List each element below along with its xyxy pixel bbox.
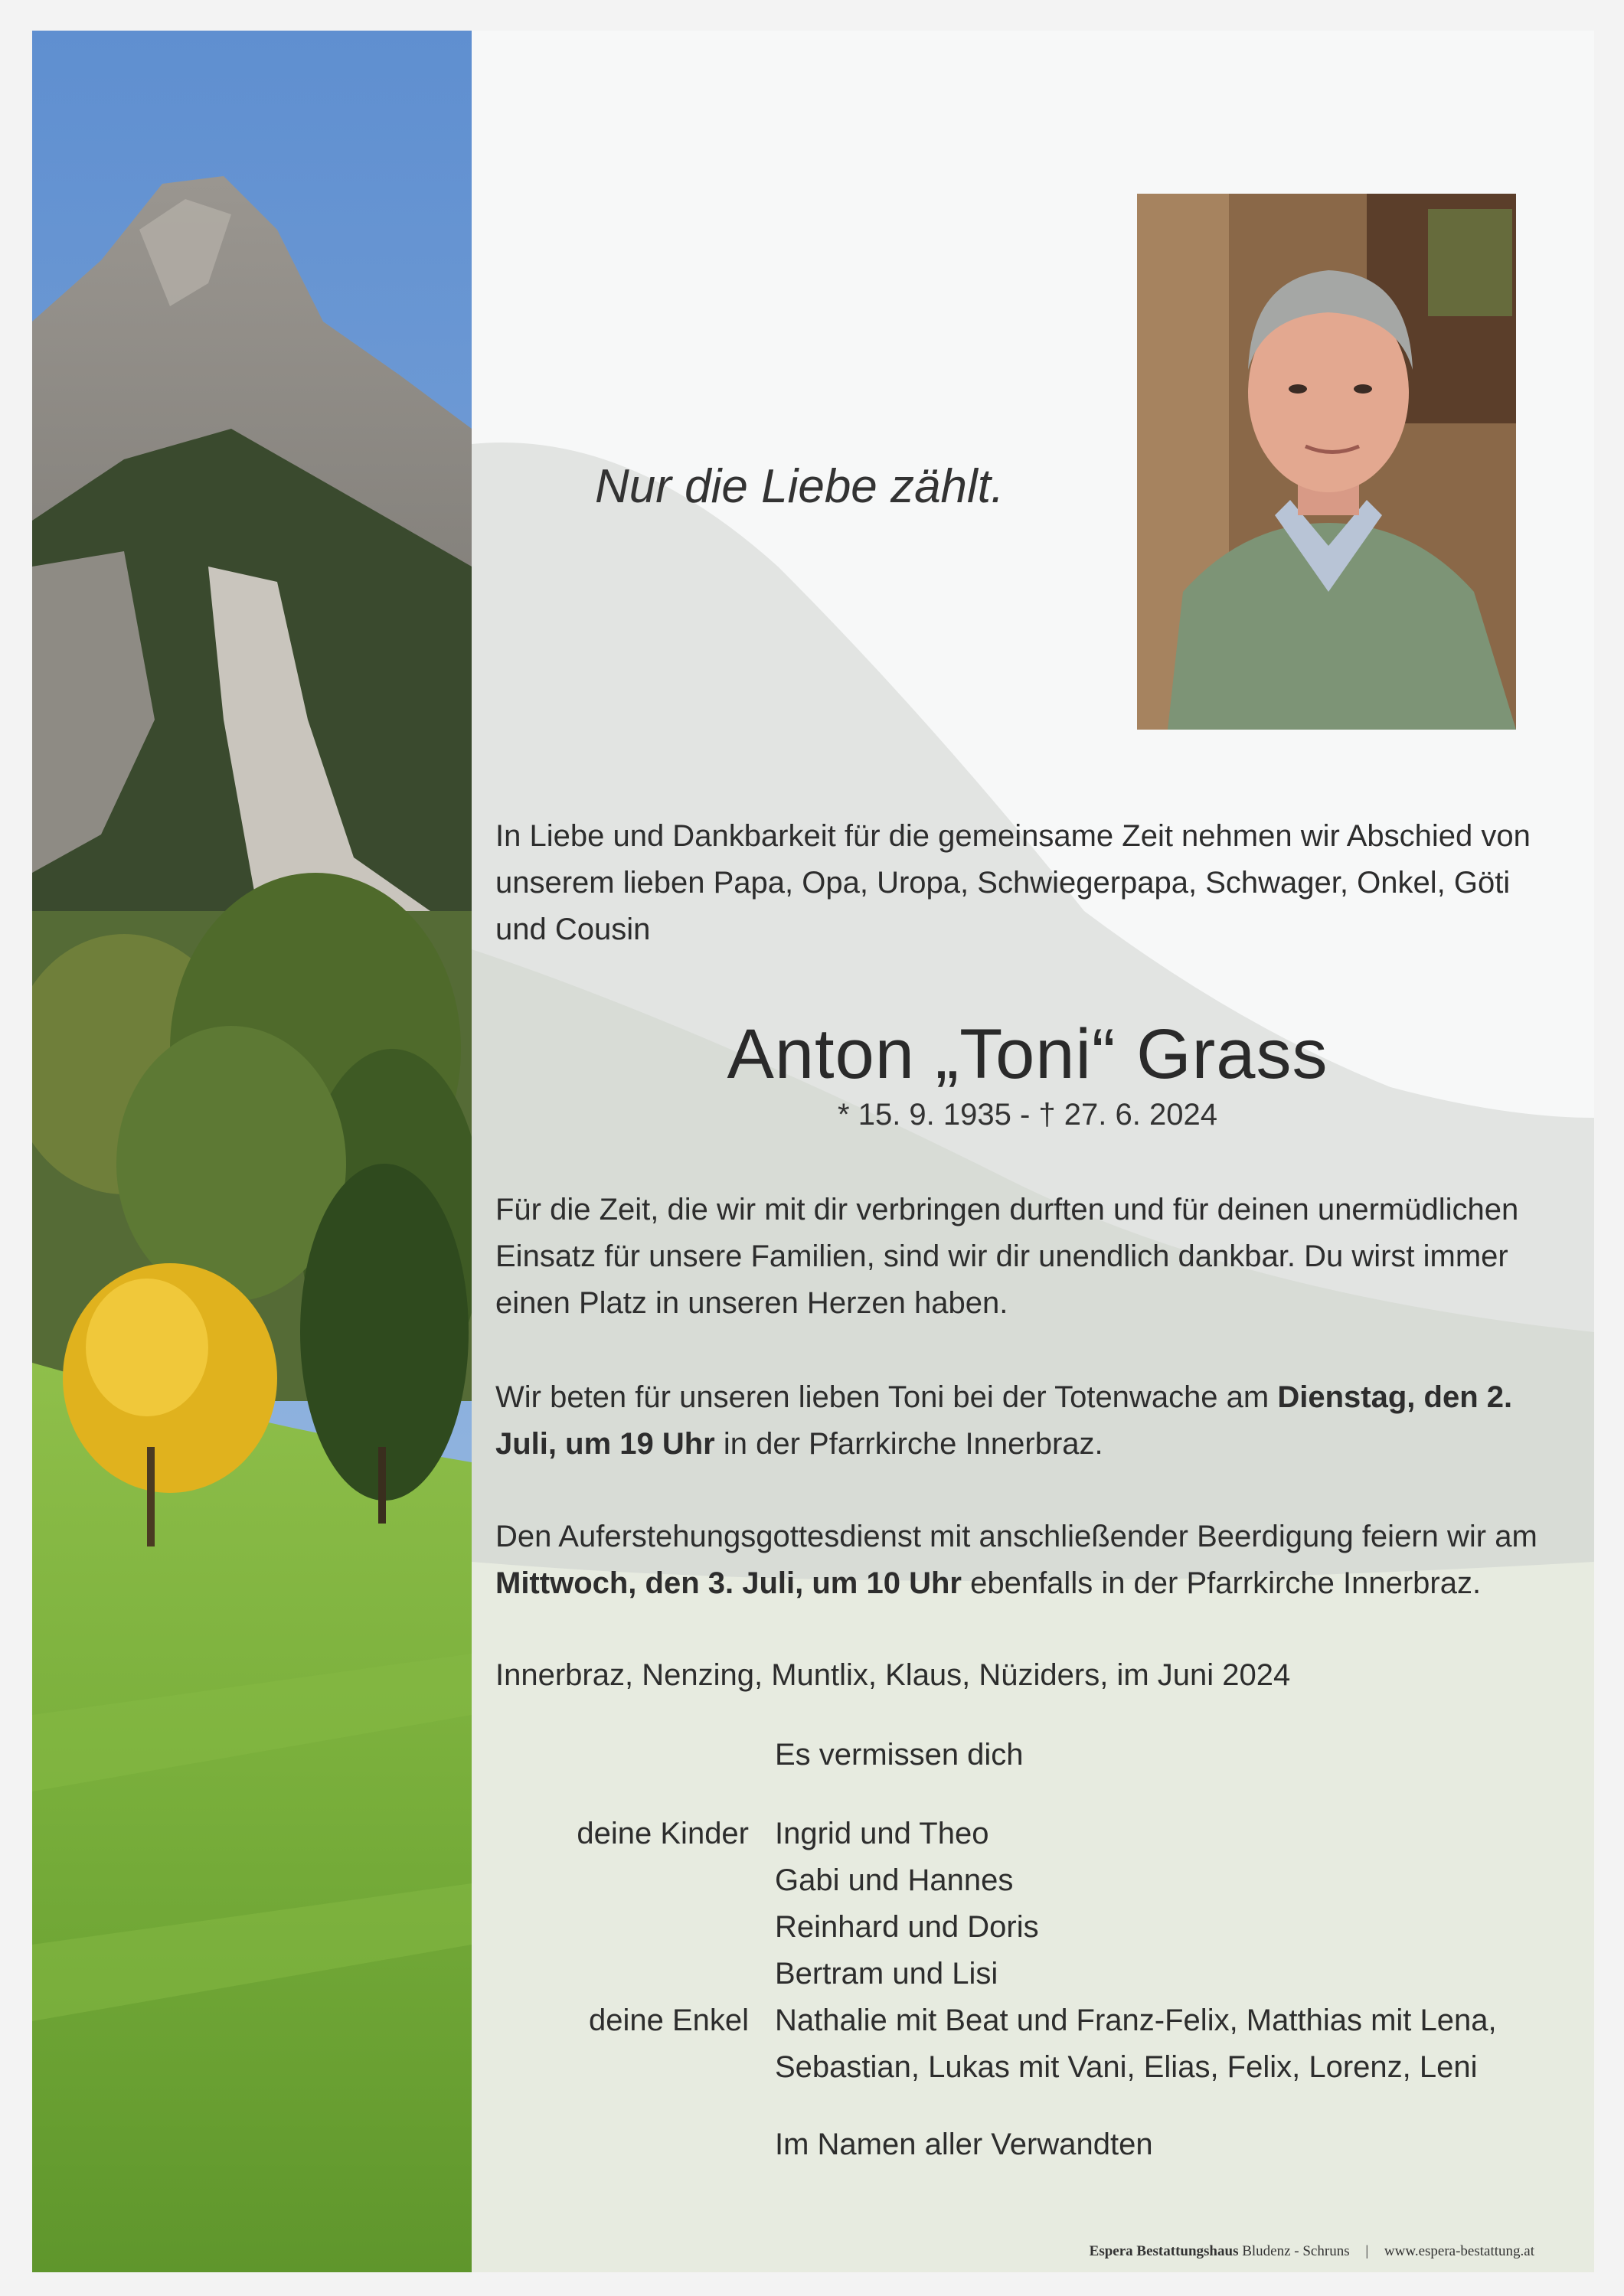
grandchildren-label: deine Enkel bbox=[588, 2004, 749, 2037]
grandchild-entry: Nathalie mit Beat und Franz-Felix, Matthias mit Lena, bbox=[775, 2004, 1497, 2037]
wake-text: Wir beten für unseren lieben Toni bei der Totenwache am bbox=[495, 1380, 1278, 1414]
funeral-home-location: Bludenz - Schruns bbox=[1242, 2243, 1350, 2259]
child-entry: Ingrid und Theo bbox=[775, 1817, 989, 1850]
child-entry: Bertram und Lisi bbox=[775, 1957, 998, 1991]
landscape-image bbox=[32, 31, 472, 2272]
funeral-location: ebenfalls in der Pfarrkirche Innerbraz. bbox=[961, 1566, 1482, 1600]
wake-paragraph bbox=[495, 1374, 1560, 1468]
funeral-date: Mittwoch, den 3. Juli, um 10 Uhr bbox=[495, 1566, 962, 1600]
obituary-page bbox=[32, 31, 1594, 2272]
wake-date: Dienstag, den 2. Juli, um 19 Uhr bbox=[495, 1380, 1513, 1461]
mourners-list bbox=[495, 1732, 1567, 2168]
motto: Nur die Liebe zählt. bbox=[595, 460, 1005, 513]
thanks-paragraph: Für die Zeit, die wir mit dir verbringen durften und für deinen unermüdlichen Einsatz für unsere Familien, sind wir dir unendlich dankbar. Du wirst immer einen Platz in unseren Herzen haben. bbox=[495, 1193, 1519, 1320]
funeral-paragraph bbox=[495, 1514, 1560, 1607]
child-entry: Gabi und Hannes bbox=[775, 1863, 1014, 1897]
website-link[interactable]: www.espera-bestattung.at bbox=[1384, 2243, 1534, 2259]
intro-paragraph: In Liebe und Dankbarkeit für die gemeinsame Zeit nehmen wir Abschied von unserem lieben Papa, Opa, Uropa, Schwiegerpapa, Schwager, Onkel, Göti und Cousin bbox=[495, 819, 1531, 946]
children-label: deine Kinder bbox=[577, 1817, 749, 1850]
grandchild-entry: Sebastian, Lukas mit Vani, Elias, Felix, Lorenz, Leni bbox=[775, 2050, 1478, 2084]
footer-separator: | bbox=[1365, 2243, 1369, 2259]
wake-location: in der Pfarrkirche Innerbraz. bbox=[714, 1427, 1103, 1461]
mourners-heading: Es vermissen dich bbox=[775, 1738, 1024, 1772]
footer bbox=[1090, 2243, 1534, 2260]
funeral-home-name: Espera Bestattungshaus bbox=[1089, 2243, 1239, 2259]
deceased-name: Anton „Toni“ Grass bbox=[727, 1015, 1328, 1093]
funeral-text: Den Auferstehungsgottesdienst mit anschließender Beerdigung feiern wir am bbox=[495, 1520, 1537, 1553]
life-dates: * 15. 9. 1935 - † 27. 6. 2024 bbox=[838, 1098, 1217, 1132]
portrait-photo bbox=[1137, 194, 1516, 730]
closing-line: Im Namen aller Verwandten bbox=[775, 2128, 1153, 2161]
child-entry: Reinhard und Doris bbox=[775, 1910, 1039, 1944]
place-date: Innerbraz, Nenzing, Muntlix, Klaus, Nüziders, im Juni 2024 bbox=[495, 1658, 1291, 1692]
